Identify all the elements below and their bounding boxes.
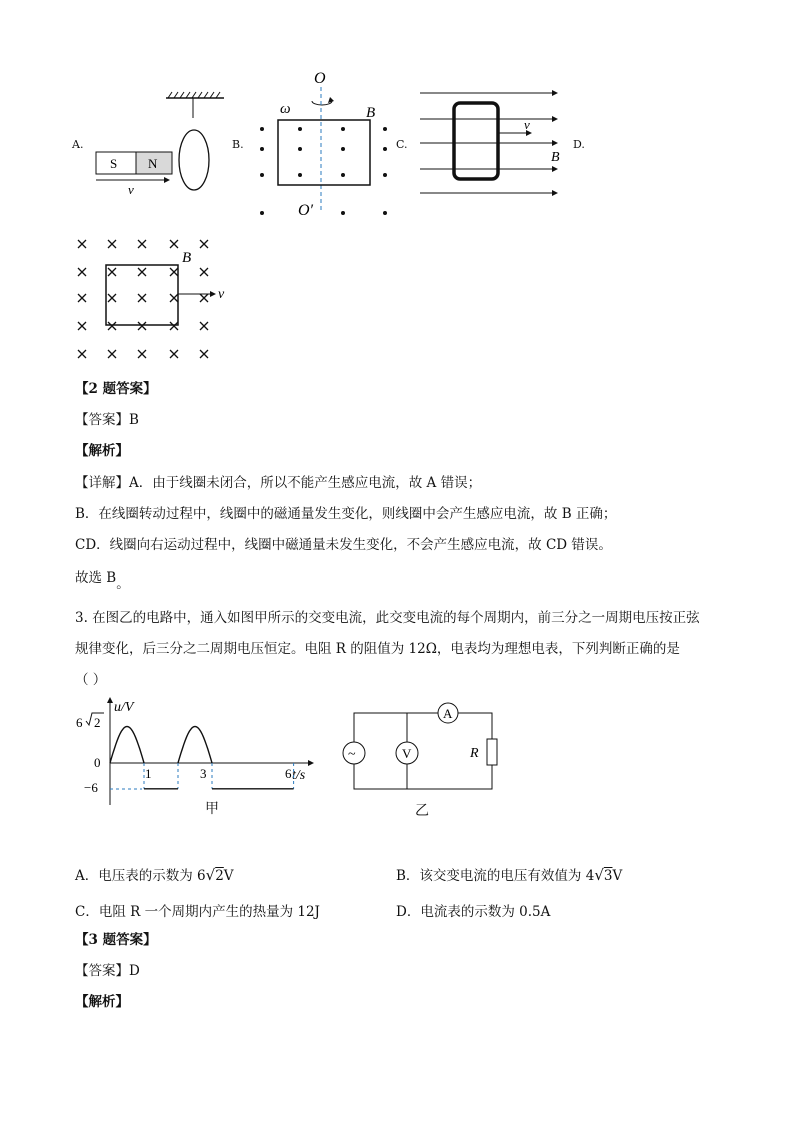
q3-answer-header: 【3 题答案】	[75, 932, 157, 948]
field-b-label: B	[182, 250, 192, 266]
q2-analysis-header: 【解析】	[75, 443, 129, 459]
choice-a-pre: A．电压表的示数为 6	[75, 868, 206, 884]
y-tick-6root2-coef: 6	[76, 715, 83, 730]
figure-a-magnet-coil	[90, 90, 230, 200]
q2-detail-b: B．在线圈转动过程中，线圈中的磁通量发生变化，则线圈中会产生感应电流，故 B 正确；	[75, 506, 617, 522]
choice-b[interactable]	[396, 864, 622, 884]
q2-answer-header: 【2 题答案】	[75, 381, 157, 397]
circuit-yi	[340, 697, 510, 797]
resistor	[487, 739, 497, 765]
y-axis-label: u/V	[114, 700, 134, 715]
sqrt-icon: √	[594, 866, 604, 884]
ceiling-hatch	[166, 92, 224, 98]
choice-a-rad: 2	[215, 868, 224, 884]
axis-o-top: O	[314, 70, 326, 87]
voltmeter-label: V	[402, 746, 412, 761]
y-tick-6root2-rad: 2	[94, 715, 101, 730]
series-segment-0	[110, 727, 144, 764]
velocity-label: v	[524, 117, 530, 132]
choice-b-post: V	[612, 868, 623, 884]
q3-stem-1: 3. 在图乙的电路中，通入如图甲所示的交变电流，此交变电流的每个周期内，前三分之一周期电压按正弦	[75, 610, 700, 626]
magnet-s-text: S	[110, 156, 118, 171]
option-c-label: C.	[396, 138, 408, 151]
x-tick-6: 6	[285, 766, 292, 781]
coil	[179, 130, 209, 190]
q2-detail-cd: CD．线圈向右运动过程中，线圈中磁通量未发生变化，不会产生感应电流，故 CD 错误。	[75, 537, 612, 553]
option-b-label: B.	[232, 138, 244, 151]
field-b-label: B	[366, 105, 376, 121]
option-d-label: D.	[573, 138, 585, 151]
field-dots	[260, 127, 387, 215]
omega-label: ω	[280, 101, 291, 117]
loop	[106, 265, 178, 325]
loop	[454, 103, 498, 179]
ammeter-label: A	[443, 706, 453, 721]
y-tick-0: 0	[94, 755, 101, 770]
choice-d[interactable]: D．电流表的示数为 0.5A	[396, 904, 551, 920]
series-segment-2	[178, 727, 212, 764]
option-a-label: A.	[72, 138, 84, 151]
resistor-label: R	[470, 746, 479, 761]
sqrt-icon: √	[205, 866, 216, 884]
figure-d-loop-x-field	[72, 232, 242, 367]
graph-caption: 甲	[205, 801, 219, 817]
axis-o-bottom: O′	[298, 202, 314, 219]
choice-a-post: V	[223, 868, 234, 884]
ac-source-label: ~	[348, 747, 356, 762]
q3-stem-3: （ ）	[75, 672, 107, 688]
figure-c-loop-field-lines	[418, 85, 563, 200]
choice-a[interactable]	[75, 864, 234, 884]
x-tick-3: 3	[200, 766, 207, 781]
q3-answer: 【答案】D	[75, 963, 140, 979]
q2-answer: 【答案】B	[75, 412, 139, 428]
choice-c[interactable]: C．电阻 R 一个周期内产生的热量为 12J	[75, 904, 320, 920]
velocity-label: v	[218, 287, 225, 302]
loop	[278, 120, 370, 185]
q3-stem-2: 规律变化，后三分之二周期电压恒定。电阻 R 的阻值为 12Ω，电表均为理想电表，下列判断正确的是	[75, 641, 680, 657]
q2-conclusion-text: 故选 B	[75, 570, 117, 586]
choice-b-pre: B．该交变电流的电压有效值为 4	[396, 868, 595, 884]
field-b-label: B	[551, 150, 560, 165]
velocity-label: v	[128, 182, 134, 197]
q3-analysis-header: 【解析】	[75, 994, 129, 1010]
q2-detail-a: 【详解】A．由于线圈未闭合，所以不能产生感应电流，故 A 错误；	[75, 475, 482, 491]
figure-b-rotating-loop	[250, 65, 400, 225]
q2-conclusion	[75, 569, 130, 592]
q2-conclusion-end: 。	[116, 576, 130, 592]
x-tick-1: 1	[145, 766, 152, 781]
y-tick-neg6: −6	[84, 780, 98, 795]
choice-b-rad: 3	[603, 868, 613, 884]
x-axis-label: t/s	[292, 768, 306, 783]
graph-jia	[70, 695, 330, 825]
magnet-n-text: N	[148, 156, 158, 171]
circuit-caption: 乙	[415, 803, 429, 819]
